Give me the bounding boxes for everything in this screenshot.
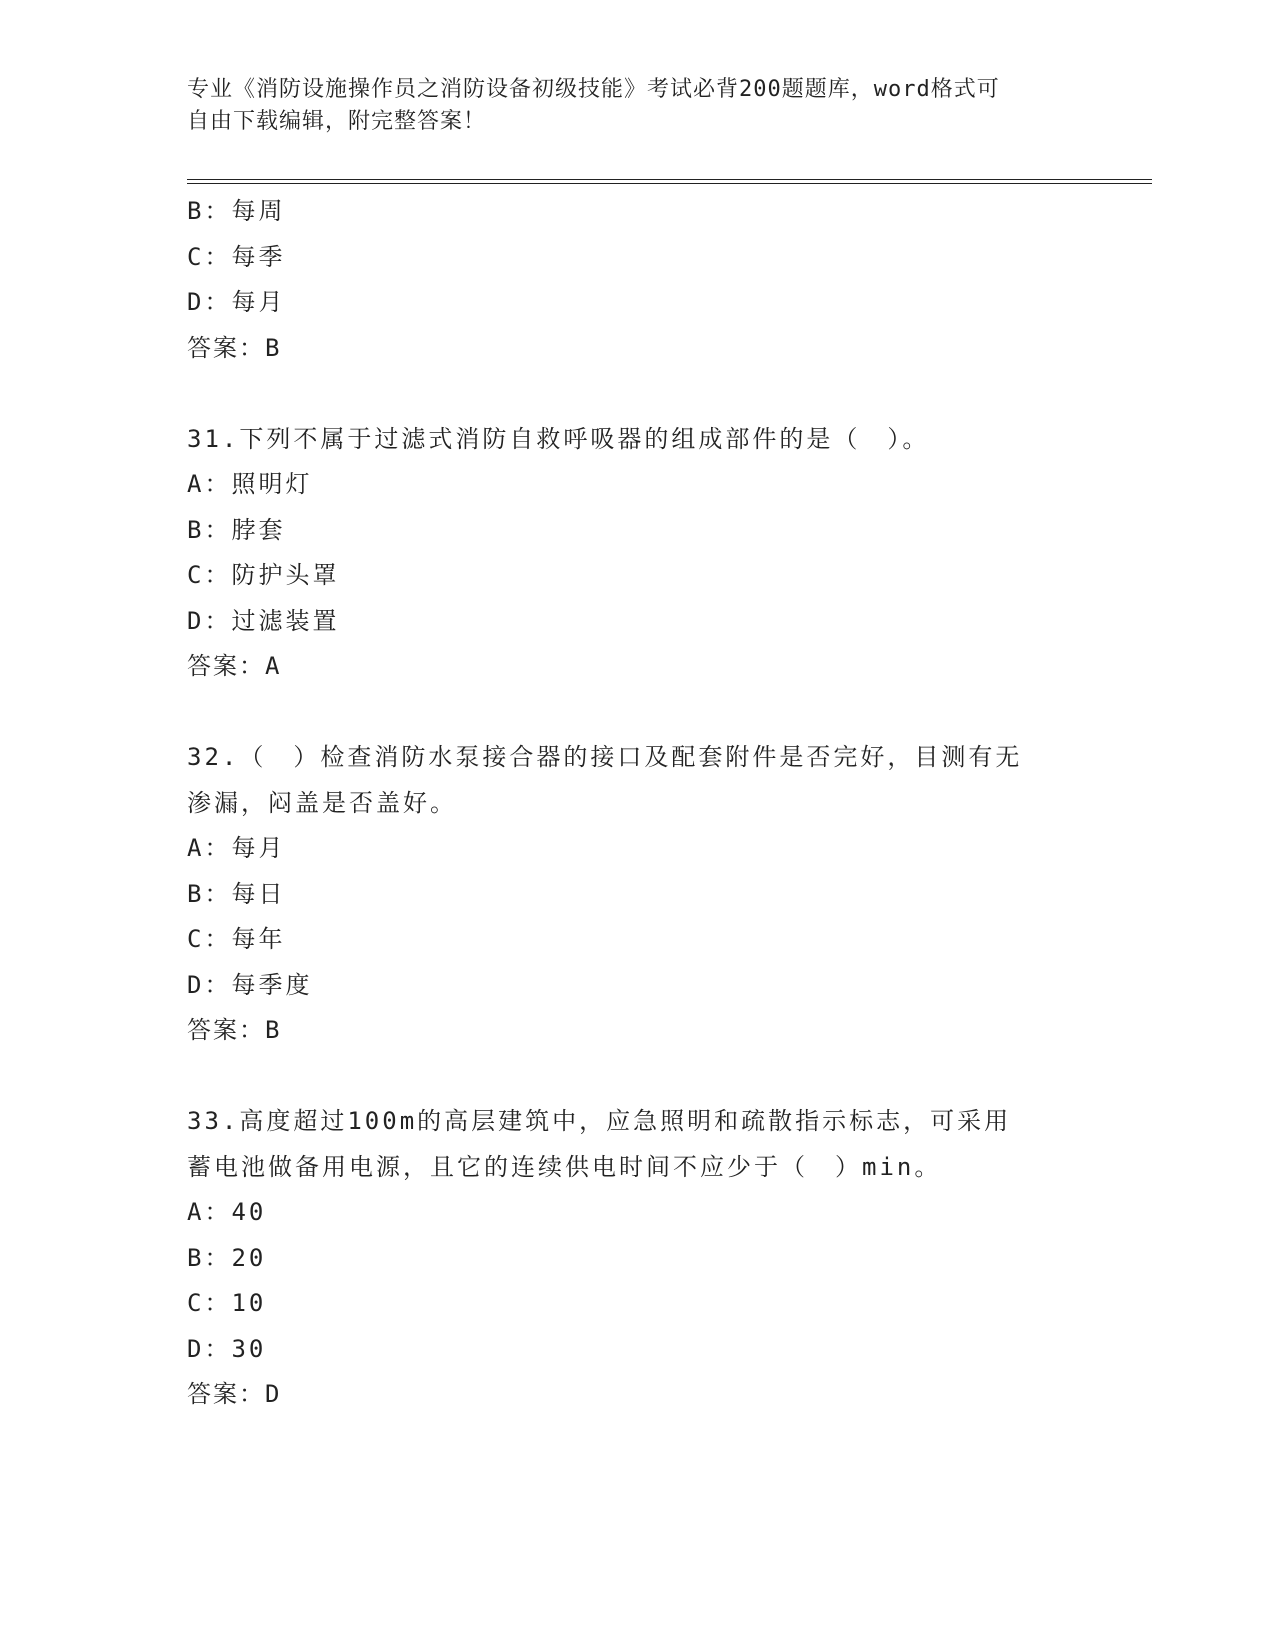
question-31 (187, 417, 1087, 690)
question-30-continued (187, 189, 1087, 371)
option-c: C：每年 (187, 925, 286, 953)
question-text-line-1: 32.（ ）检查消防水泵接合器的接口及配套附件是否完好，目测有无 (187, 743, 1023, 771)
question-text-line-2: 渗漏，闷盖是否盖好。 (187, 788, 457, 817)
option-a: A：每月 (187, 834, 286, 862)
option-d: D：过滤装置 (187, 606, 340, 635)
option-b: B：每周 (187, 197, 286, 225)
question-text-line-2: 蓄电池做备用电源，且它的连续供电时间不应少于（ ）min。 (187, 1152, 942, 1181)
document-header (187, 74, 1067, 138)
option-c: C：每季 (187, 242, 286, 271)
option-c: C：防护头罩 (187, 561, 340, 589)
question-text-line-1: 33.高度超过100m的高层建筑中，应急照明和疏散指示标志，可采用 (187, 1107, 1012, 1135)
answer-line: 答案：B (187, 1016, 282, 1044)
question-33 (187, 1099, 1087, 1418)
spacer (187, 371, 1087, 417)
header-rule-top (187, 179, 1152, 180)
header-line-1: 专业《消防设施操作员之消防设备初级技能》考试必背200题题库，word格式可 (187, 77, 1000, 102)
option-a: A：40 (187, 1198, 267, 1226)
option-b: B：脖套 (187, 515, 286, 544)
option-d: D：30 (187, 1334, 267, 1363)
question-list (187, 189, 1087, 1418)
answer-line: 答案：B (187, 333, 282, 362)
option-d: D：每季度 (187, 970, 313, 999)
spacer (187, 1054, 1087, 1100)
header-rule-bottom (187, 183, 1152, 184)
question-text: 31.下列不属于过滤式消防自救呼吸器的组成部件的是（ ）。 (187, 424, 930, 453)
question-32 (187, 735, 1087, 1054)
option-a: A：照明灯 (187, 470, 313, 498)
option-d: D：每月 (187, 288, 286, 316)
header-line-2: 自由下载编辑，附完整答案！ (187, 109, 487, 134)
option-c: C：10 (187, 1289, 267, 1317)
option-b: B：20 (187, 1243, 267, 1272)
spacer (187, 690, 1087, 736)
answer-line: 答案：D (187, 1380, 282, 1408)
option-b: B：每日 (187, 879, 286, 908)
answer-line: 答案：A (187, 652, 282, 680)
